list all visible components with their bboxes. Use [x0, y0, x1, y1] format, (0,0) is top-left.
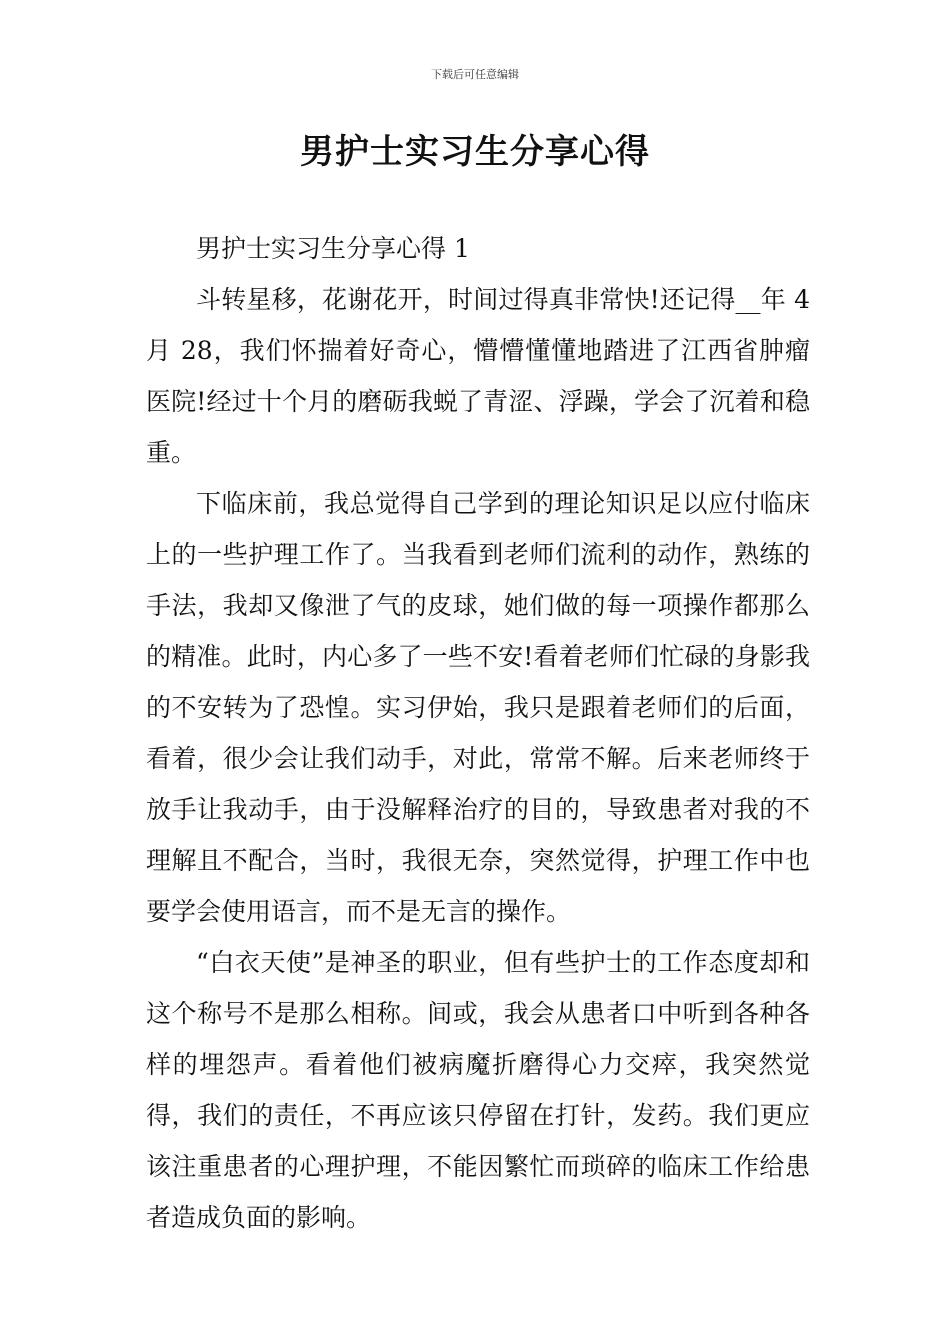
document-body: [146, 223, 810, 1243]
section-subtitle: 男护士实习生分享心得 1: [196, 234, 470, 263]
header-note: 下载后可任意编辑: [431, 68, 519, 81]
paragraph-3: “白衣天使”是神圣的职业，但有些护士的工作态度却和这个称号不是那么相称。间或，我会从患者口中听到各种各样的埋怨声。看着他们被病魔折磨得心力交瘁，我突然觉得，我们的责任，不再应该只停留在打针，发药。我们更应该注重患者的心理护理，不能因繁忙而琐碎的临床工作给患者造成负面的影响。: [146, 948, 810, 1232]
paragraph-2: 下临床前，我总觉得自己学到的理论知识足以应付临床上的一些护理工作了。当我看到老师们流利的动作，熟练的手法，我却又像泄了气的皮球，她们做的每一项操作都那么的精准。此时，内心多了一些不安!看着老师们忙碌的身影我的不安转为了恐惶。实习伊始，我只是跟着老师们的后面，看着，很少会让我们动手，对此，常常不解。后来老师终于放手让我动手，由于没解释治疗的目的，导致患者对我的不理解且不配合，当时，我很无奈，突然觉得，护理工作中也要学会使用语言，而不是无言的操作。: [146, 489, 810, 926]
document-title: 男护士实习生分享心得: [300, 132, 650, 172]
paragraph-1: 斗转星移，花谢花开，时间过得真非常快!还记得__年 4 月 28，我们怀揣着好奇心，懵懵懂懂地踏进了江西省肿瘤医院!经过十个月的磨砺我蜕了青涩、浮躁，学会了沉着和稳重。: [146, 285, 810, 467]
